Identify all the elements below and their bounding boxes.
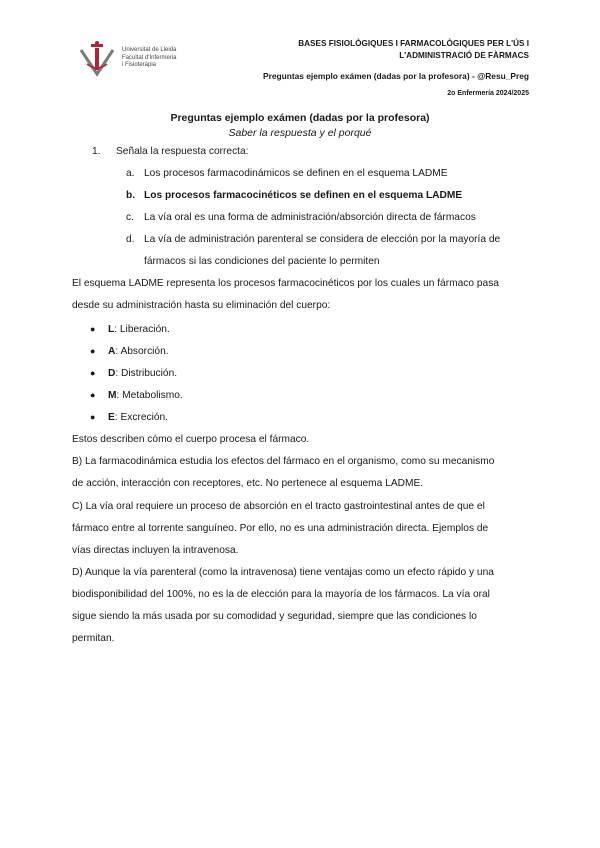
text-line: fármaco entre al torrente sanguíneo. Por ello, no es una administración directa. Ejemplos de <box>72 523 489 534</box>
text-line: D) Aunque la vía parenteral (como la intravenosa) tiene ventajas como un efecto rápido y una <box>72 567 494 578</box>
bullet-key: E <box>108 412 115 423</box>
university-emblem-icon <box>75 40 121 82</box>
list-item <box>90 362 177 385</box>
bullet-icon: ● <box>90 390 96 400</box>
bullet-icon: ● <box>90 368 96 378</box>
page-title: Preguntas ejemplo exámen (dadas por la profesora) <box>170 112 430 124</box>
explanation-b <box>72 451 530 495</box>
option-text: Los procesos farmacocinéticos se definen en el esquema LADME <box>144 190 463 201</box>
option-text: La vía de administración parenteral se considera de elección por la mayoría de <box>144 234 501 245</box>
bullet-icon: ● <box>90 346 96 356</box>
option-text: La vía oral es una forma de administración/absorción directa de fármacos <box>144 212 476 223</box>
option-text: Los procesos farmacodinámicos se definen en el esquema LADME <box>144 168 448 179</box>
option-text-continued: fármacos si las condiciones del paciente lo permiten <box>144 256 380 267</box>
option-letter: b. <box>126 190 136 201</box>
list-item <box>90 340 169 363</box>
text-line: Estos describen cómo el cuerpo procesa el fármaco. <box>72 434 310 445</box>
page-subtitle: Saber la respuesta y el porqué <box>228 127 372 139</box>
logo-text-line: Facultat d'Infermeria <box>122 54 177 61</box>
header-subtitle: Preguntas ejemplo exámen (dadas por la profesora) - @Resu_Preg <box>262 71 529 81</box>
bullet-key: L <box>108 324 115 335</box>
option-d <box>126 229 536 273</box>
header-title <box>298 38 529 62</box>
bullet-key: M <box>108 390 117 401</box>
text-line: permitan. <box>72 633 115 644</box>
logo-text <box>122 47 192 70</box>
logo-text-line: i Fisioteràpia <box>122 62 157 68</box>
text-line: de acción, interacción con receptores, etc. No pertenece al esquema LADME. <box>72 478 424 489</box>
text-line: C) La vía oral requiere un proceso de absorción en el tracto gastrointestinal antes de que el <box>72 501 485 512</box>
option-letter: d. <box>126 234 135 245</box>
bullet-text: : Absorción. <box>115 346 169 357</box>
text-line: vías directas incluyen la intravenosa. <box>72 545 239 556</box>
text-line: B) La farmacodinámica estudia los efectos del fármaco en el organismo, como su mecanismo <box>72 456 495 467</box>
bullet-text: : Distribución. <box>115 368 178 379</box>
question <box>92 141 249 163</box>
explanation-intro <box>72 273 530 317</box>
header-course: 2o Enfermería 2024/2025 <box>447 90 529 97</box>
header-title-line2: L'ADMINISTRACIÓ DE FÀRMACS <box>399 51 529 60</box>
bullet-icon: ● <box>90 412 96 422</box>
option-letter: a. <box>126 168 135 179</box>
university-logo <box>75 40 185 82</box>
text-line: biodisponibilidad del 100%, no es la de elección para la mayoría de los fármacos. La vía oral <box>72 589 490 600</box>
list-item <box>90 406 168 429</box>
question-text: Señala la respuesta correcta: <box>116 146 249 157</box>
text-line: sigue siendo la más usada por su comodidad y seguridad, siempre que las condiciones lo <box>72 611 477 622</box>
bullet-text: : Excreción. <box>114 412 169 423</box>
bullet-text: : Metabolismo. <box>116 390 183 401</box>
text-line: El esquema LADME representa los procesos farmacocinéticos por los cuales un fármaco pasa <box>72 278 499 289</box>
bullet-text: : Liberación. <box>114 324 170 335</box>
bullet-icon: ● <box>90 324 96 334</box>
explanation-d <box>72 562 530 650</box>
list-item <box>90 384 183 407</box>
bullet-key: D <box>108 368 116 379</box>
option-b <box>126 185 536 207</box>
explanation-c <box>72 496 530 562</box>
bullet-key: A <box>108 346 116 357</box>
explanation-summary <box>72 429 530 451</box>
question-number: 1. <box>92 146 101 157</box>
logo-text-line: Universitat de Lleida <box>122 47 177 53</box>
option-letter: c. <box>126 212 134 223</box>
text-line: desde su administración hasta su eliminación del cuerpo: <box>72 300 331 311</box>
option-c <box>126 207 536 229</box>
list-item <box>90 318 170 341</box>
option-a <box>126 163 536 185</box>
header-title-line1: BASES FISIOLÒGIQUES I FARMACOLÒGIQUES PER L'ÚS I <box>298 39 529 48</box>
